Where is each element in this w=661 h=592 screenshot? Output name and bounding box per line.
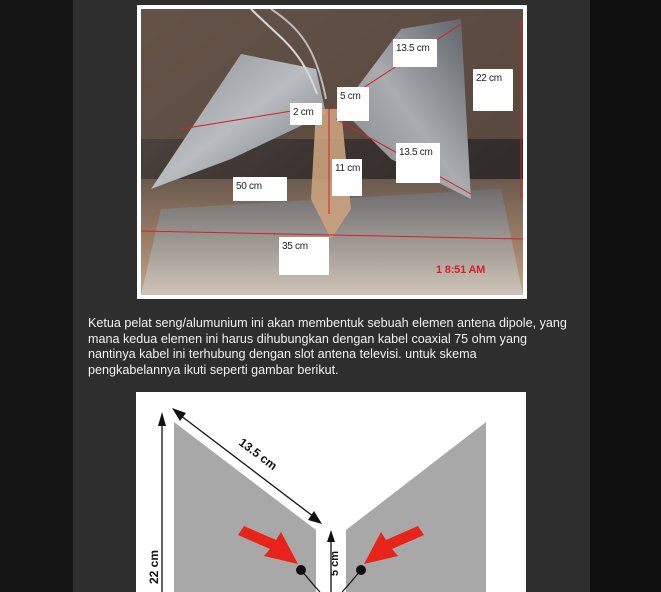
label-feed-gap: 2 cm bbox=[290, 103, 322, 125]
edge-arrowhead-end bbox=[308, 511, 322, 524]
right-element bbox=[346, 422, 486, 592]
article-paragraph: Ketua pelat seng/alumunium ini akan membentuk sebuah elemen antena dipole, yang mana kedua elemen ini harus dihubungkan dengan kabel coaxial 75 ohm yang nantinya kabel ini terhubung dengan slot antena televisi. untuk skema pengkabelannya ikuti seperti gambar berikut. bbox=[88, 316, 567, 377]
right-margin bbox=[590, 0, 661, 592]
label-top-length: 13.5 cm bbox=[393, 39, 437, 67]
edge-arrowhead-start bbox=[172, 408, 186, 421]
gap-label: 5 cm bbox=[329, 550, 341, 576]
gap-arrowhead bbox=[327, 530, 335, 542]
height-arrowhead bbox=[158, 412, 166, 426]
label-right-side: 22 cm bbox=[473, 69, 513, 111]
wiring-diagram bbox=[136, 392, 526, 592]
height-label: 22 cm bbox=[147, 549, 161, 584]
photo-timestamp: 1 8:51 AM bbox=[436, 264, 486, 276]
antenna-photo bbox=[137, 5, 527, 299]
photo-illustration bbox=[141, 9, 523, 295]
label-lower-length: 13.5 cm bbox=[396, 143, 440, 183]
label-center-height: 11 cm bbox=[332, 159, 362, 196]
edge-length-label: 13.5 cm bbox=[236, 435, 280, 473]
photo-image bbox=[141, 9, 523, 295]
label-bottom-width: 35 cm bbox=[279, 237, 329, 275]
label-gap-width: 5 cm bbox=[337, 87, 369, 121]
diagram-drawing bbox=[136, 392, 526, 592]
label-left-width: 50 cm bbox=[233, 177, 287, 201]
